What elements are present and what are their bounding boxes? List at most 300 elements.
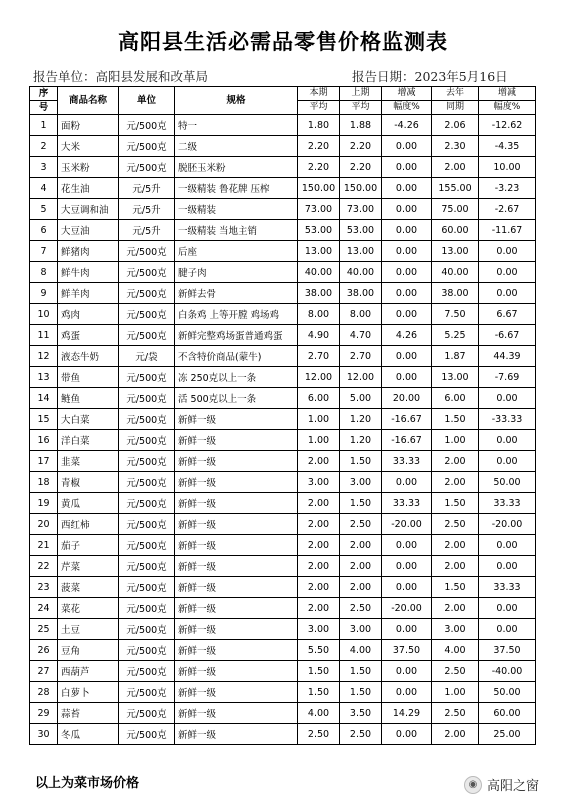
cell-lychg: 6.67 [479,304,536,325]
cell-lychg: -6.67 [479,325,536,346]
cell-spec: 新鲜一级 [175,577,298,598]
cell-ly: 2.00 [432,451,479,472]
cell-cur: 2.20 [298,157,340,178]
table-row [30,241,536,262]
cell-seq: 8 [30,262,58,283]
cell-cur: 3.00 [298,472,340,493]
footer-note: 以上为菜市场价格 [35,776,140,791]
cell-lychg: -33.33 [479,409,536,430]
cell-prev: 2.20 [340,157,382,178]
cell-spec: 脱胚玉米粉 [175,157,298,178]
cell-spec: 新鲜一级 [175,724,298,745]
header-cur-1: 本期 [298,87,340,101]
wechat-badge-icon: ◉ [464,776,482,794]
cell-unit: 元/500克 [119,619,175,640]
cell-ly: 6.00 [432,388,479,409]
cell-unit: 元/500克 [119,262,175,283]
cell-prev: 5.00 [340,388,382,409]
cell-unit: 元/5升 [119,199,175,220]
cell-seq: 12 [30,346,58,367]
header-ly-1: 去年 [432,87,479,101]
cell-unit: 元/500克 [119,409,175,430]
table-row [30,724,536,745]
cell-prev: 3.00 [340,619,382,640]
cell-lychg: 0.00 [479,451,536,472]
cell-spec: 新鲜一级 [175,661,298,682]
cell-seq: 24 [30,598,58,619]
cell-unit: 元/500克 [119,514,175,535]
cell-unit: 元/500克 [119,598,175,619]
cell-ly: 2.00 [432,535,479,556]
cell-chg: 0.00 [382,157,432,178]
cell-unit: 元/袋 [119,346,175,367]
cell-lychg: 37.50 [479,640,536,661]
cell-chg: 0.00 [382,283,432,304]
cell-seq: 20 [30,514,58,535]
cell-chg: 0.00 [382,178,432,199]
cell-name: 鸡蛋 [58,325,119,346]
cell-ly: 38.00 [432,283,479,304]
table-row [30,493,536,514]
cell-cur: 1.00 [298,430,340,451]
cell-prev: 3.00 [340,472,382,493]
cell-spec: 特一 [175,115,298,136]
cell-ly: 2.50 [432,514,479,535]
table-row [30,640,536,661]
cell-name: 大米 [58,136,119,157]
cell-lychg: -7.69 [479,367,536,388]
cell-lychg: -4.35 [479,136,536,157]
cell-ly: 2.00 [432,157,479,178]
cell-ly: 40.00 [432,262,479,283]
cell-unit: 元/500克 [119,283,175,304]
cell-unit: 元/5升 [119,178,175,199]
table-row [30,199,536,220]
cell-name: 菠菜 [58,577,119,598]
cell-ly: 1.00 [432,430,479,451]
cell-ly: 1.87 [432,346,479,367]
cell-seq: 22 [30,556,58,577]
header-unit: 单位 [119,87,175,115]
cell-unit: 元/500克 [119,724,175,745]
cell-spec: 新鲜一级 [175,703,298,724]
table-row [30,598,536,619]
cell-chg: 0.00 [382,577,432,598]
cell-cur: 40.00 [298,262,340,283]
cell-seq: 13 [30,367,58,388]
cell-seq: 18 [30,472,58,493]
cell-seq: 16 [30,430,58,451]
cell-cur: 13.00 [298,241,340,262]
cell-ly: 1.50 [432,577,479,598]
table-row [30,472,536,493]
cell-lychg: 0.00 [479,430,536,451]
report-unit: 报告单位：高阳县发展和改革局 [33,69,209,84]
cell-name: 花生油 [58,178,119,199]
cell-seq: 30 [30,724,58,745]
cell-ly: 2.50 [432,703,479,724]
cell-seq: 3 [30,157,58,178]
cell-cur: 2.00 [298,493,340,514]
cell-spec: 新鲜一级 [175,598,298,619]
cell-chg: 0.00 [382,136,432,157]
cell-name: 蒜苔 [58,703,119,724]
cell-ly: 2.00 [432,724,479,745]
cell-ly: 2.06 [432,115,479,136]
cell-cur: 1.00 [298,409,340,430]
cell-chg: -4.26 [382,115,432,136]
cell-chg: 33.33 [382,493,432,514]
cell-prev: 2.50 [340,724,382,745]
cell-cur: 2.00 [298,451,340,472]
cell-ly: 13.00 [432,367,479,388]
cell-seq: 25 [30,619,58,640]
table-row [30,325,536,346]
cell-spec: 一级精装 [175,199,298,220]
cell-cur: 4.90 [298,325,340,346]
cell-lychg: 60.00 [479,703,536,724]
cell-prev: 4.70 [340,325,382,346]
header-lychg-1: 增减 [479,87,536,101]
cell-spec: 新鲜一级 [175,535,298,556]
cell-ly: 3.00 [432,619,479,640]
cell-name: 菜花 [58,598,119,619]
cell-ly: 1.50 [432,409,479,430]
cell-lychg: 33.33 [479,577,536,598]
cell-name: 鸡肉 [58,304,119,325]
cell-ly: 5.25 [432,325,479,346]
cell-chg: 33.33 [382,451,432,472]
cell-seq: 2 [30,136,58,157]
cell-spec: 新鲜一级 [175,451,298,472]
table-row [30,556,536,577]
cell-lychg: 0.00 [479,262,536,283]
cell-spec: 新鲜一级 [175,493,298,514]
cell-seq: 21 [30,535,58,556]
table-row [30,367,536,388]
table-row [30,388,536,409]
cell-lychg: 10.00 [479,157,536,178]
cell-spec: 白条鸡 上等开膛 鸡场鸡 [175,304,298,325]
cell-prev: 73.00 [340,199,382,220]
header-ly-2: 同期 [432,101,479,115]
cell-cur: 6.00 [298,388,340,409]
cell-name: 茄子 [58,535,119,556]
cell-prev: 2.00 [340,556,382,577]
cell-seq: 23 [30,577,58,598]
cell-cur: 1.80 [298,115,340,136]
cell-lychg: 0.00 [479,556,536,577]
cell-prev: 38.00 [340,283,382,304]
cell-chg: 0.00 [382,220,432,241]
cell-cur: 8.00 [298,304,340,325]
table-row [30,430,536,451]
cell-cur: 2.00 [298,535,340,556]
cell-seq: 28 [30,682,58,703]
table-row [30,451,536,472]
cell-ly: 2.00 [432,472,479,493]
cell-cur: 4.00 [298,703,340,724]
cell-prev: 8.00 [340,304,382,325]
cell-chg: 0.00 [382,346,432,367]
cell-name: 豆角 [58,640,119,661]
table-row [30,178,536,199]
cell-lychg: 44.39 [479,346,536,367]
cell-unit: 元/500克 [119,325,175,346]
cell-lychg: -11.67 [479,220,536,241]
cell-prev: 150.00 [340,178,382,199]
cell-unit: 元/500克 [119,388,175,409]
cell-spec: 新鲜一级 [175,472,298,493]
cell-cur: 2.00 [298,514,340,535]
cell-spec: 新鲜一级 [175,640,298,661]
cell-ly: 2.00 [432,556,479,577]
cell-lychg: 25.00 [479,724,536,745]
cell-name: 青椒 [58,472,119,493]
cell-name: 液态牛奶 [58,346,119,367]
header-lychg-2: 幅度% [479,101,536,115]
table-row [30,304,536,325]
cell-cur: 150.00 [298,178,340,199]
cell-chg: 0.00 [382,661,432,682]
page-title: 高阳县生活必需品零售价格监测表 [118,30,448,54]
watermark-text: 高阳之窗 [487,779,540,794]
cell-spec: 二级 [175,136,298,157]
cell-prev: 1.50 [340,493,382,514]
cell-spec: 活 500克以上一条 [175,388,298,409]
cell-unit: 元/500克 [119,136,175,157]
cell-seq: 6 [30,220,58,241]
cell-seq: 7 [30,241,58,262]
cell-seq: 17 [30,451,58,472]
price-table [29,86,536,745]
cell-ly: 60.00 [432,220,479,241]
table-row [30,157,536,178]
cell-seq: 14 [30,388,58,409]
cell-lychg: 0.00 [479,388,536,409]
cell-unit: 元/500克 [119,682,175,703]
cell-name: 白萝卜 [58,682,119,703]
cell-name: 大豆油 [58,220,119,241]
header-spec: 规格 [175,87,298,115]
cell-name: 西葫芦 [58,661,119,682]
cell-chg: 0.00 [382,262,432,283]
cell-spec: 新鲜一级 [175,619,298,640]
cell-unit: 元/500克 [119,367,175,388]
table-row [30,220,536,241]
cell-cur: 12.00 [298,367,340,388]
cell-name: 土豆 [58,619,119,640]
cell-unit: 元/500克 [119,577,175,598]
cell-unit: 元/500克 [119,703,175,724]
cell-spec: 冻 250克以上一条 [175,367,298,388]
cell-prev: 1.88 [340,115,382,136]
cell-prev: 12.00 [340,367,382,388]
table-row [30,577,536,598]
cell-chg: 0.00 [382,367,432,388]
cell-chg: 0.00 [382,304,432,325]
cell-cur: 2.00 [298,556,340,577]
header-chg-1: 增减 [382,87,432,101]
cell-lychg: 0.00 [479,535,536,556]
cell-spec: 新鲜一级 [175,409,298,430]
cell-chg: 0.00 [382,535,432,556]
cell-cur: 3.00 [298,619,340,640]
cell-unit: 元/500克 [119,472,175,493]
cell-spec: 腱子肉 [175,262,298,283]
cell-spec: 新鲜一级 [175,514,298,535]
cell-ly: 4.00 [432,640,479,661]
header-seq-2: 号 [30,101,58,115]
table-row [30,661,536,682]
cell-name: 鲜羊肉 [58,283,119,304]
cell-unit: 元/500克 [119,157,175,178]
cell-unit: 元/500克 [119,451,175,472]
cell-ly: 75.00 [432,199,479,220]
cell-seq: 29 [30,703,58,724]
header-chg-2: 幅度% [382,101,432,115]
cell-chg: 4.26 [382,325,432,346]
cell-prev: 3.50 [340,703,382,724]
cell-prev: 53.00 [340,220,382,241]
cell-chg: 0.00 [382,619,432,640]
header-seq-1: 序 [30,87,58,101]
table-row [30,703,536,724]
cell-spec: 新鲜完整鸡场蛋普通鸡蛋 [175,325,298,346]
cell-chg: 0.00 [382,556,432,577]
cell-ly: 1.00 [432,682,479,703]
table-row [30,115,536,136]
cell-lychg: -20.00 [479,514,536,535]
cell-ly: 155.00 [432,178,479,199]
cell-name: 鲜牛肉 [58,262,119,283]
cell-seq: 1 [30,115,58,136]
cell-ly: 2.30 [432,136,479,157]
cell-ly: 2.50 [432,661,479,682]
cell-name: 西红柿 [58,514,119,535]
cell-cur: 1.50 [298,661,340,682]
cell-lychg: -2.67 [479,199,536,220]
cell-name: 洋白菜 [58,430,119,451]
cell-prev: 13.00 [340,241,382,262]
cell-name: 芹菜 [58,556,119,577]
cell-spec: 不含特价商品(蒙牛) [175,346,298,367]
cell-spec: 一级精装 鲁花牌 压榨 [175,178,298,199]
cell-lychg: 0.00 [479,619,536,640]
cell-cur: 2.00 [298,598,340,619]
table-row [30,619,536,640]
cell-chg: -16.67 [382,409,432,430]
cell-chg: 37.50 [382,640,432,661]
cell-seq: 15 [30,409,58,430]
table-row [30,136,536,157]
cell-unit: 元/500克 [119,430,175,451]
cell-lychg: -3.23 [479,178,536,199]
cell-name: 黄瓜 [58,493,119,514]
cell-unit: 元/500克 [119,535,175,556]
cell-cur: 2.70 [298,346,340,367]
cell-name: 大豆调和油 [58,199,119,220]
cell-prev: 4.00 [340,640,382,661]
cell-spec: 新鲜一级 [175,556,298,577]
cell-unit: 元/500克 [119,661,175,682]
cell-seq: 19 [30,493,58,514]
cell-chg: 0.00 [382,724,432,745]
cell-name: 玉米粉 [58,157,119,178]
cell-cur: 2.50 [298,724,340,745]
cell-prev: 1.50 [340,682,382,703]
cell-unit: 元/500克 [119,304,175,325]
cell-name: 大白菜 [58,409,119,430]
report-date: 报告日期：2023年5月16日 [352,69,508,84]
cell-prev: 2.00 [340,535,382,556]
cell-lychg: -40.00 [479,661,536,682]
cell-cur: 53.00 [298,220,340,241]
header-cur-2: 平均 [298,101,340,115]
cell-chg: -20.00 [382,514,432,535]
cell-lychg: 0.00 [479,598,536,619]
header-name: 商品名称 [58,87,119,115]
cell-ly: 1.50 [432,493,479,514]
cell-unit: 元/500克 [119,556,175,577]
cell-prev: 2.00 [340,577,382,598]
cell-prev: 2.50 [340,598,382,619]
table-row [30,409,536,430]
cell-name: 鲜猪肉 [58,241,119,262]
cell-lychg: 50.00 [479,682,536,703]
cell-chg: 0.00 [382,472,432,493]
cell-chg: 0.00 [382,199,432,220]
table-row [30,514,536,535]
cell-spec: 一级精装 当地主销 [175,220,298,241]
cell-name: 面粉 [58,115,119,136]
cell-prev: 1.50 [340,451,382,472]
cell-ly: 2.00 [432,598,479,619]
header-prev-2: 平均 [340,101,382,115]
cell-lychg: 33.33 [479,493,536,514]
cell-unit: 元/500克 [119,241,175,262]
cell-chg: 0.00 [382,682,432,703]
cell-cur: 73.00 [298,199,340,220]
cell-seq: 11 [30,325,58,346]
cell-prev: 40.00 [340,262,382,283]
cell-cur: 1.50 [298,682,340,703]
table-row [30,535,536,556]
cell-cur: 38.00 [298,283,340,304]
cell-unit: 元/500克 [119,115,175,136]
cell-name: 冬瓜 [58,724,119,745]
cell-seq: 27 [30,661,58,682]
cell-unit: 元/5升 [119,220,175,241]
table-row [30,682,536,703]
table-row [30,262,536,283]
cell-seq: 5 [30,199,58,220]
cell-chg: -20.00 [382,598,432,619]
cell-spec: 新鲜去骨 [175,283,298,304]
cell-spec: 新鲜一级 [175,682,298,703]
cell-lychg: 0.00 [479,241,536,262]
cell-spec: 后座 [175,241,298,262]
cell-prev: 1.50 [340,661,382,682]
cell-prev: 2.50 [340,514,382,535]
cell-chg: 20.00 [382,388,432,409]
cell-chg: 0.00 [382,241,432,262]
watermark [464,775,539,794]
cell-prev: 1.20 [340,430,382,451]
cell-name: 鲢鱼 [58,388,119,409]
cell-chg: -16.67 [382,430,432,451]
cell-prev: 2.70 [340,346,382,367]
